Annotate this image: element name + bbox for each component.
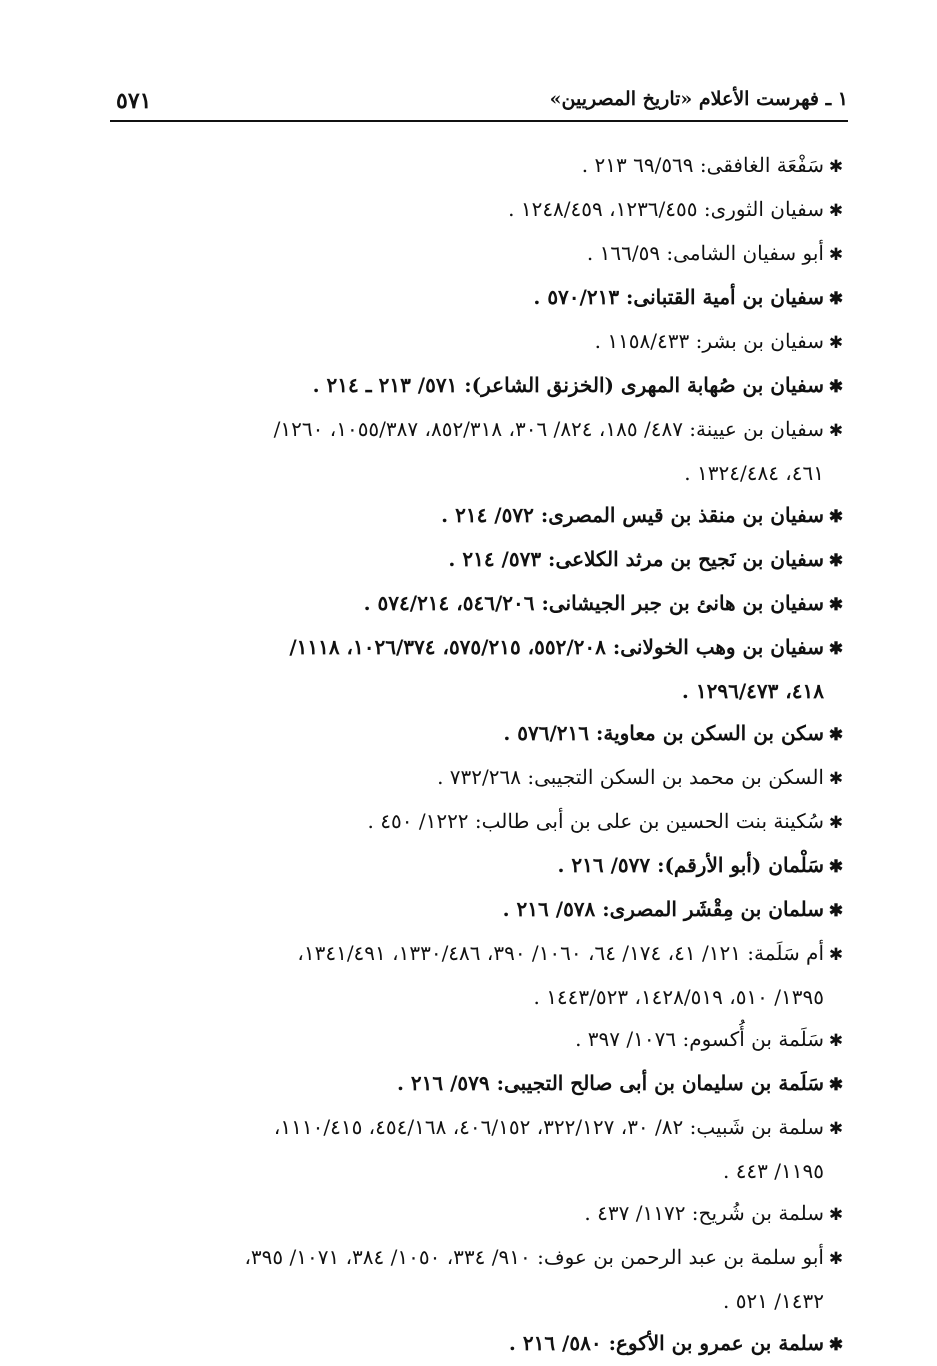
index-entry-text: سَلَمة بن أُكسوم: ١٠٧٦/ ٣٩٧ . [575, 1027, 824, 1051]
index-entry [110, 626, 848, 670]
index-entry-continuation [110, 1280, 848, 1322]
index-entry [110, 1062, 848, 1106]
page-number: ٥٧١ [116, 88, 152, 114]
index-entry [110, 712, 848, 756]
index-entry-text: سَفْعَة الغافقى: ٦٩/٥٦٩ ٢١٣ . [581, 153, 824, 177]
index-entry [110, 1322, 848, 1366]
page-header [110, 82, 848, 122]
index-entry [110, 276, 848, 320]
index-entry-text: سلمة بن عمرو بن الأكوع: ٥٨٠/ ٢١٦ . [508, 1331, 824, 1355]
bullet-icon: ✱ [828, 201, 844, 221]
index-page [110, 82, 848, 1355]
bullet-icon: ✱ [828, 639, 844, 659]
index-entry-text: سكن بن السكن بن معاوية: ٥٧٦/٢١٦ . [503, 721, 824, 745]
index-entry-continuation [110, 976, 848, 1018]
index-entry-text: ٤١٨، ١٢٩٦/٤٧٣ . [681, 679, 824, 703]
index-entry [110, 932, 848, 976]
index-entry [110, 144, 848, 188]
index-entry-text: ١٤٣٢/ ٥٢١ . [722, 1289, 824, 1313]
index-entry-text: سفيان بن صُهابة المهرى (الخزنق الشاعر): ٥٧١/ ٢١٣ ـ ٢١٤ . [312, 373, 824, 397]
index-entry [110, 408, 848, 452]
index-entry-text: أبو سفيان الشامى: ١٦٦/٥٩ . [586, 241, 824, 265]
index-entry [110, 888, 848, 932]
index-entry [110, 320, 848, 364]
bullet-icon: ✱ [828, 157, 844, 177]
bullet-icon: ✱ [828, 725, 844, 745]
bullet-icon: ✱ [828, 1335, 844, 1355]
index-entry-text: السكن بن محمد بن السكن التجيبى: ٧٣٢/٢٦٨ . [437, 765, 824, 789]
index-entry-text: سفيان بن وهب الخولانى: ٥٥٢/٢٠٨، ٥٧٥/٢١٥، ١٠٢٦/٣٧٤، ١١١٨/ [289, 635, 824, 659]
bullet-icon: ✱ [828, 595, 844, 615]
index-entry-text: سُكينة بنت الحسين بن على بن أبى طالب: ١٢٢٢/ ٤٥٠ . [367, 809, 824, 833]
index-entry [110, 188, 848, 232]
index-entry-continuation [110, 452, 848, 494]
index-entry [110, 494, 848, 538]
index-entry-text: سفيان الثورى: ١٢٣٦/٤٥٥، ١٢٤٨/٤٥٩ . [508, 197, 824, 221]
index-entry-text: سفيان بن منقذ بن قيس المصرى: ٥٧٢/ ٢١٤ . [441, 503, 824, 527]
index-entry-text: ١٣٩٥/ ٥١٠، ١٤٢٨/٥١٩، ١٤٤٣/٥٢٣ . [533, 985, 824, 1009]
section-title: ١ ـ فهرست الأعلام «تاريخ المصريين» [549, 88, 848, 110]
index-entry-text: ٤٦١، ١٣٢٤/٤٨٤ . [684, 461, 824, 485]
bullet-icon: ✱ [828, 1075, 844, 1095]
index-entry [110, 1018, 848, 1062]
bullet-icon: ✱ [828, 769, 844, 789]
index-entries-list [110, 122, 848, 1366]
index-entry-continuation [110, 1150, 848, 1192]
bullet-icon: ✱ [828, 1249, 844, 1269]
index-entry-continuation [110, 670, 848, 712]
index-entry-text: سفيان بن نَجيح بن مرثد الكلاعى: ٥٧٣/ ٢١٤ . [448, 547, 824, 571]
index-entry-text: سفيان بن هانئ بن جبر الجيشانى: ٥٤٦/٢٠٦، ٥٧٤/٢١٤ . [363, 591, 824, 615]
index-entry-text: سلمان بن مِقْشَر المصرى: ٥٧٨/ ٢١٦ . [502, 897, 824, 921]
index-entry [110, 844, 848, 888]
index-entry-text: سفيان بن عيينة: ٤٨٧/ ١٨٥، ٨٢٤/ ٣٠٦، ٨٥٢/٣١٨، ١٠٥٥/٣٨٧، ١٢٦٠/ [273, 417, 824, 441]
index-entry-text: سفيان بن أمية القتبانى: ٥٧٠/٢١٣ . [533, 285, 824, 309]
bullet-icon: ✱ [828, 1119, 844, 1139]
index-entry-text: أم سَلَمة: ١٢١/ ٤١، ١٧٤/ ٦٤، ١٠٦٠/ ٣٩٠، ١٣٣٠/٤٨٦، ١٣٤١/٤٩١، [297, 941, 824, 965]
index-entry-text: سفيان بن بشر: ١١٥٨/٤٣٣ . [594, 329, 824, 353]
index-entry-text: سلمة بن شُريح: ١١٧٢/ ٤٣٧ . [584, 1201, 824, 1225]
index-entry [110, 1192, 848, 1236]
bullet-icon: ✱ [828, 377, 844, 397]
index-entry [110, 582, 848, 626]
bullet-icon: ✱ [828, 1031, 844, 1051]
bullet-icon: ✱ [828, 333, 844, 353]
bullet-icon: ✱ [828, 421, 844, 441]
index-entry-text: سَلَمة بن سليمان بن أبى صالح التجيبى: ٥٧٩/ ٢١٦ . [396, 1071, 824, 1095]
bullet-icon: ✱ [828, 857, 844, 877]
index-entry [110, 756, 848, 800]
bullet-icon: ✱ [828, 507, 844, 527]
bullet-icon: ✱ [828, 813, 844, 833]
bullet-icon: ✱ [828, 245, 844, 265]
index-entry [110, 538, 848, 582]
bullet-icon: ✱ [828, 945, 844, 965]
bullet-icon: ✱ [828, 289, 844, 309]
index-entry-text: سَلْمان (أبو الأرقم): ٥٧٧/ ٢١٦ . [557, 853, 824, 877]
bullet-icon: ✱ [828, 901, 844, 921]
bullet-icon: ✱ [828, 551, 844, 571]
index-entry [110, 800, 848, 844]
index-entry [110, 1236, 848, 1280]
bullet-icon: ✱ [828, 1205, 844, 1225]
index-entry-text: سلمة بن شَبيب: ٨٢/ ٣٠، ٣٢٢/١٢٧، ٤٠٦/١٥٢، ٤٥٤/١٦٨، ١١١٠/٤١٥، [273, 1115, 824, 1139]
index-entry [110, 232, 848, 276]
index-entry-text: أبو سلمة بن عبد الرحمن بن عوف: ٩١٠/ ٣٣٤، ١٠٥٠/ ٣٨٤، ١٠٧١/ ٣٩٥، [244, 1245, 824, 1269]
index-entry [110, 364, 848, 408]
index-entry-text: ١١٩٥/ ٤٤٣ . [722, 1159, 824, 1183]
index-entry [110, 1106, 848, 1150]
